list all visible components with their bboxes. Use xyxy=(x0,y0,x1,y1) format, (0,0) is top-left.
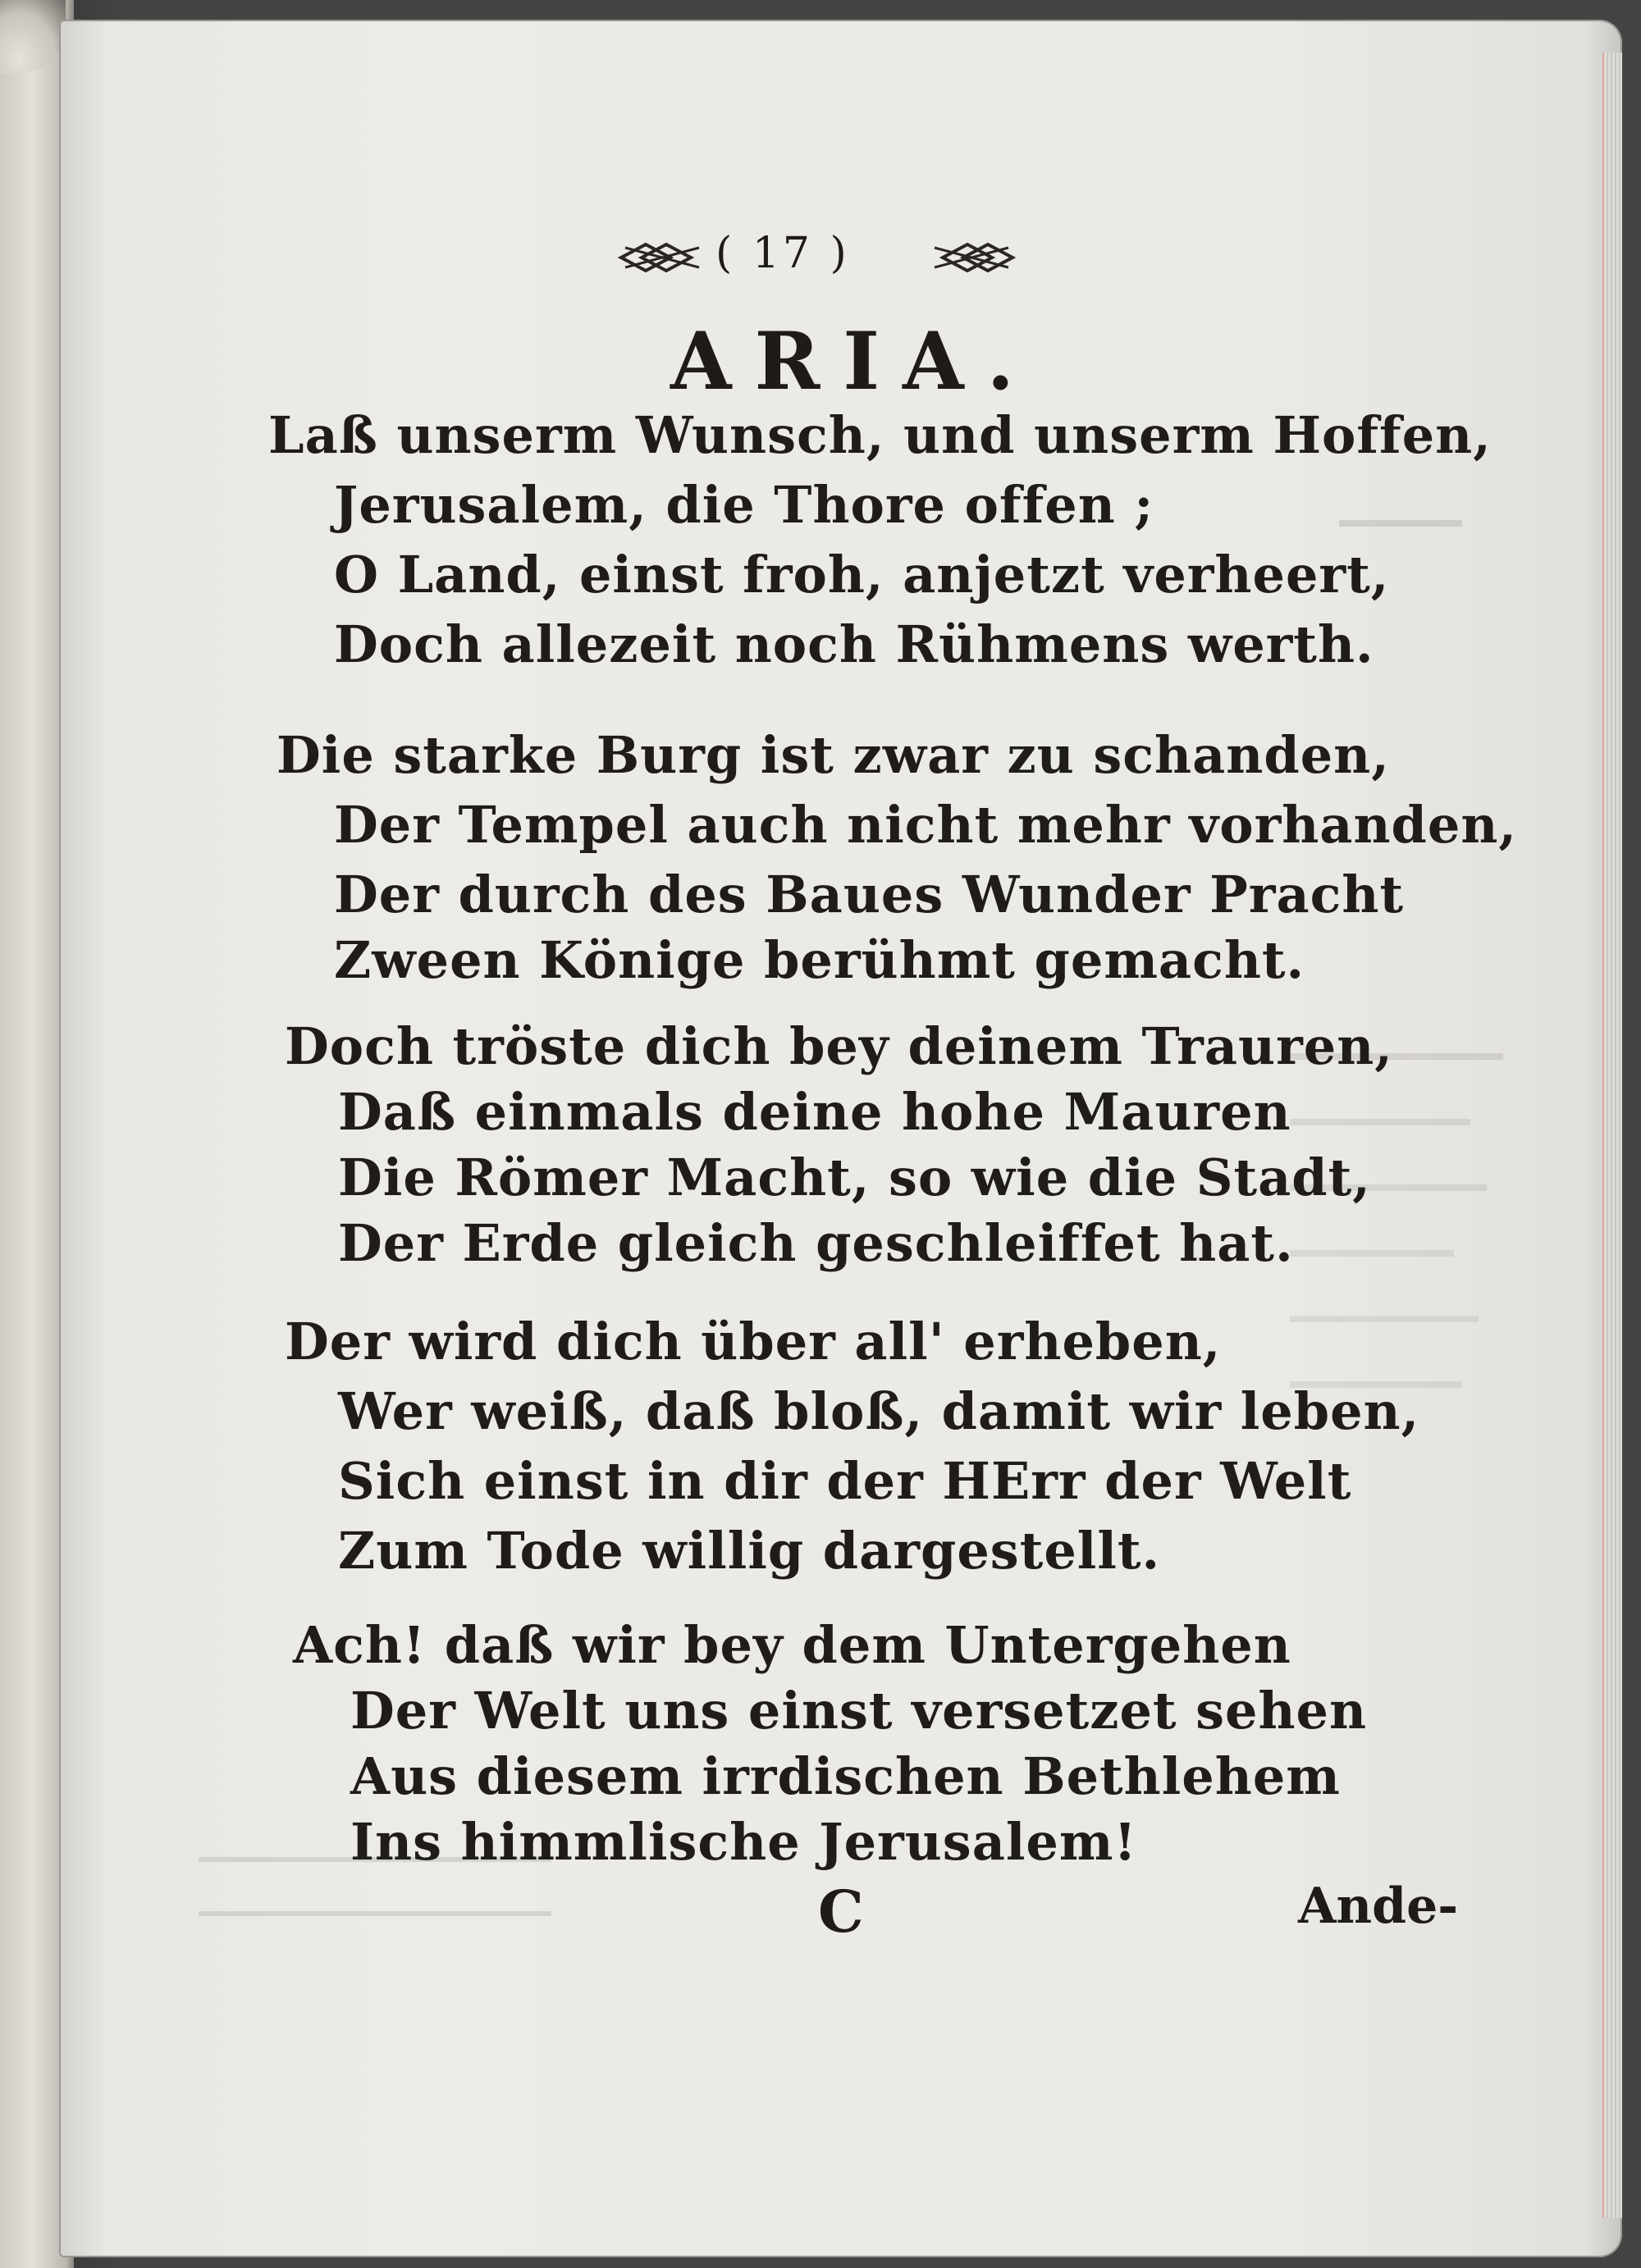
verse-line: Ach! daß wir bey dem Untergehen xyxy=(293,1615,1291,1675)
verse-line: Zween Könige berühmt gemacht. xyxy=(334,930,1305,990)
verse-line: Der durch des Baues Wunder Pracht xyxy=(334,865,1405,924)
show-through-mark xyxy=(1290,1119,1470,1125)
show-through-mark xyxy=(1290,1250,1454,1257)
book-page xyxy=(59,20,1622,2257)
verse-line: Die starke Burg ist zwar zu schanden, xyxy=(277,725,1390,785)
verse-line: Der Tempel auch nicht mehr vorhanden, xyxy=(334,795,1518,855)
show-through-mark xyxy=(1290,1316,1479,1322)
verse-line: Die Römer Macht, so wie die Stadt, xyxy=(338,1148,1371,1207)
verse-line: Ins himmlische Jerusalem! xyxy=(350,1812,1137,1872)
verse-line: Der Erde gleich geschleiffet hat. xyxy=(338,1213,1294,1273)
verse-line: Doch tröste dich bey deinem Trauren, xyxy=(285,1016,1393,1076)
header-ornament-right xyxy=(930,241,1017,274)
catchword: Ande- xyxy=(1298,1878,1459,1935)
verse-line: Der Welt uns einst versetzet sehen xyxy=(350,1681,1368,1741)
verse-line: Doch allezeit noch Rühmens werth. xyxy=(334,614,1374,674)
verse-line: Wer weiß, daß bloß, damit wir leben, xyxy=(338,1381,1420,1441)
header-ornament-left xyxy=(617,241,703,274)
verse-line: O Land, einst froh, anjetzt verheert, xyxy=(334,545,1390,605)
page-number: ( 17 ) xyxy=(715,229,850,278)
verse-line: Daß einmals deine hohe Mauren xyxy=(338,1082,1291,1142)
verse-line: Laß unserm Wunsch, und unserm Hoffen, xyxy=(268,405,1492,465)
verse-line: Aus diesem irrdischen Bethlehem xyxy=(350,1746,1341,1806)
verse-line: Der wird dich über all' erheben, xyxy=(285,1312,1222,1371)
verse-line: Zum Tode willig dargestellt. xyxy=(338,1521,1161,1581)
verse-line: Jerusalem, die Thore offen ; xyxy=(334,475,1154,535)
verse-line: Sich einst in dir der HErr der Welt xyxy=(338,1451,1352,1511)
signature-mark: C xyxy=(818,1878,864,1946)
page-title: ARIA. xyxy=(670,315,1038,408)
